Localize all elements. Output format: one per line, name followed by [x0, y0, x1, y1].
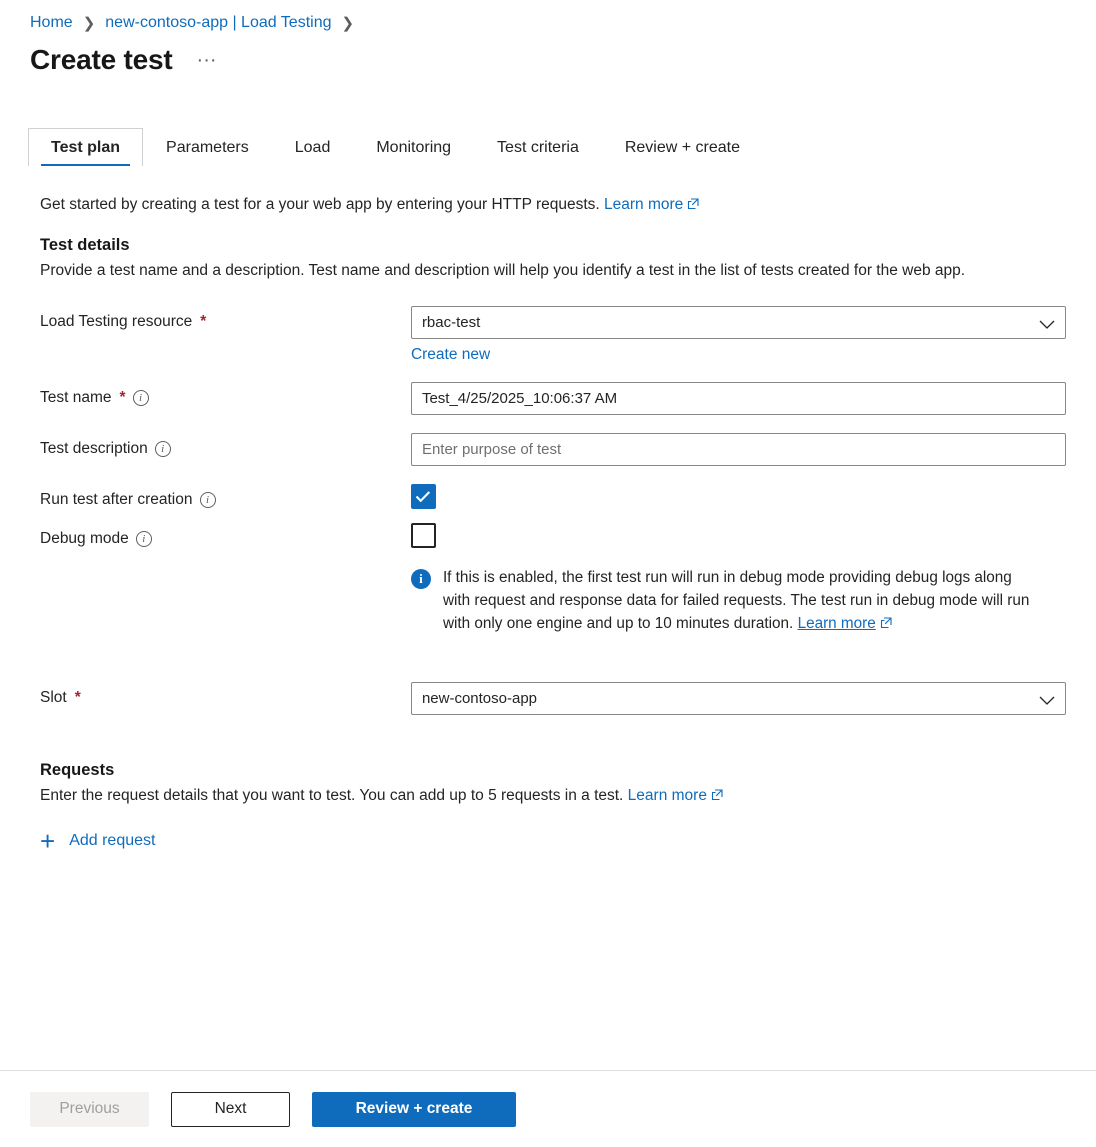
info-icon[interactable]: i: [133, 390, 149, 406]
next-button[interactable]: Next: [171, 1092, 290, 1127]
load-testing-resource-label: [40, 306, 411, 331]
test-name-label: [40, 382, 411, 407]
info-icon-debug-mode[interactable]: i: [136, 531, 152, 547]
breadcrumb-chevron-icon-2: ❯: [341, 15, 355, 32]
run-test-after-creation-checkbox[interactable]: [411, 484, 436, 509]
create-new-link[interactable]: Create new: [410, 346, 491, 364]
load-testing-resource-control: [411, 306, 1066, 364]
debug-mode-label: [40, 523, 411, 548]
requests-learn-more-link[interactable]: Learn more: [627, 787, 707, 805]
tab-load[interactable]: Load: [294, 139, 331, 156]
test-description-label: [40, 433, 411, 458]
slot-select-wrap: [411, 682, 1066, 715]
test-name-control: [411, 382, 1066, 415]
external-link-icon: [687, 197, 699, 209]
field-debug-mode: [40, 523, 1066, 636]
requests-description: [40, 785, 1066, 807]
requests-heading: Requests: [40, 761, 115, 780]
tab-parameters[interactable]: Parameters: [166, 139, 249, 156]
test-name-label-text: Test name: [40, 389, 112, 407]
run-after-creation-label-text: Run test after creation: [40, 491, 193, 509]
plus-icon: +: [40, 825, 56, 856]
more-options-icon[interactable]: ···: [196, 49, 217, 71]
slot-control: [411, 682, 1066, 715]
required-asterisk-test-name: *: [119, 389, 126, 407]
external-link-icon-requests: [711, 786, 723, 798]
field-run-test-after-creation: [40, 484, 1066, 509]
title-row: [0, 32, 1096, 76]
tab-test-criteria[interactable]: Test criteria: [497, 139, 579, 156]
intro-learn-more-link[interactable]: Learn more: [604, 196, 684, 213]
debug-mode-callout-text: [443, 567, 1039, 636]
load-testing-resource-label-text: Load Testing resource: [40, 313, 193, 331]
run-after-creation-label: [40, 484, 411, 509]
field-test-description: [40, 433, 1066, 466]
add-request-label: Add request: [69, 831, 156, 849]
load-testing-resource-select[interactable]: [411, 306, 1066, 339]
test-description-input[interactable]: [411, 433, 1066, 466]
required-asterisk-slot: *: [74, 689, 81, 707]
run-after-creation-control: [411, 484, 1066, 509]
previous-button[interactable]: Previous: [30, 1092, 149, 1127]
form-content: [0, 166, 1096, 855]
breadcrumb-item-home[interactable]: Home: [30, 14, 73, 31]
debug-mode-label-text: Debug mode: [40, 530, 129, 548]
slot-label: [40, 682, 411, 707]
info-icon-run-after-creation[interactable]: i: [200, 492, 216, 508]
review-create-button[interactable]: Review + create: [312, 1092, 516, 1127]
debug-mode-callout: [411, 567, 1039, 636]
breadcrumb-item-load-testing[interactable]: new-contoso-app | Load Testing: [105, 14, 332, 31]
debug-mode-learn-more-link[interactable]: Learn more: [797, 615, 876, 633]
field-slot: [40, 682, 1066, 715]
tab-bar: [0, 128, 1096, 166]
debug-mode-checkbox[interactable]: [411, 523, 436, 548]
intro-text: [40, 196, 1066, 214]
info-icon-description[interactable]: i: [155, 441, 171, 457]
requests-description-text: Enter the request details that you want to test. You can add up to 5 requests in a test.: [40, 787, 624, 805]
load-testing-resource-select-wrap: [411, 306, 1066, 339]
breadcrumb-chevron-icon: ❯: [82, 15, 96, 32]
page-title: Create test: [30, 44, 173, 75]
tab-review-create[interactable]: Review + create: [624, 139, 741, 156]
tab-monitoring[interactable]: Monitoring: [376, 139, 452, 156]
breadcrumb: [0, 0, 1096, 32]
debug-mode-control: [411, 523, 1066, 636]
test-details-heading: Test details: [40, 236, 130, 254]
test-name-input[interactable]: [411, 382, 1066, 415]
slot-select[interactable]: [411, 682, 1066, 715]
external-link-icon-debug: [880, 614, 892, 626]
information-icon: i: [411, 569, 431, 589]
debug-mode-callout-body: If this is enabled, the first test run will run in debug mode providing debug logs along with request and response data for failed requests. The test run in debug mode will run with only one engine and up to 10 minutes duration.: [442, 569, 1030, 633]
test-details-description: Provide a test name and a description. Test name and description will help you identify a test in the list of tests created for the web app.: [40, 262, 966, 279]
slot-label-text: Slot: [40, 689, 67, 707]
test-description-control: [411, 433, 1066, 466]
required-asterisk: *: [200, 313, 207, 331]
intro-label: Get started by creating a test for a your web app by entering your HTTP requests.: [40, 196, 600, 213]
wizard-footer: [0, 1070, 1096, 1147]
test-description-label-text: Test description: [40, 440, 148, 458]
tab-test-plan[interactable]: Test plan: [28, 128, 143, 166]
field-test-name: [40, 382, 1066, 415]
field-load-testing-resource: [40, 306, 1066, 364]
add-request-button[interactable]: [40, 825, 156, 856]
